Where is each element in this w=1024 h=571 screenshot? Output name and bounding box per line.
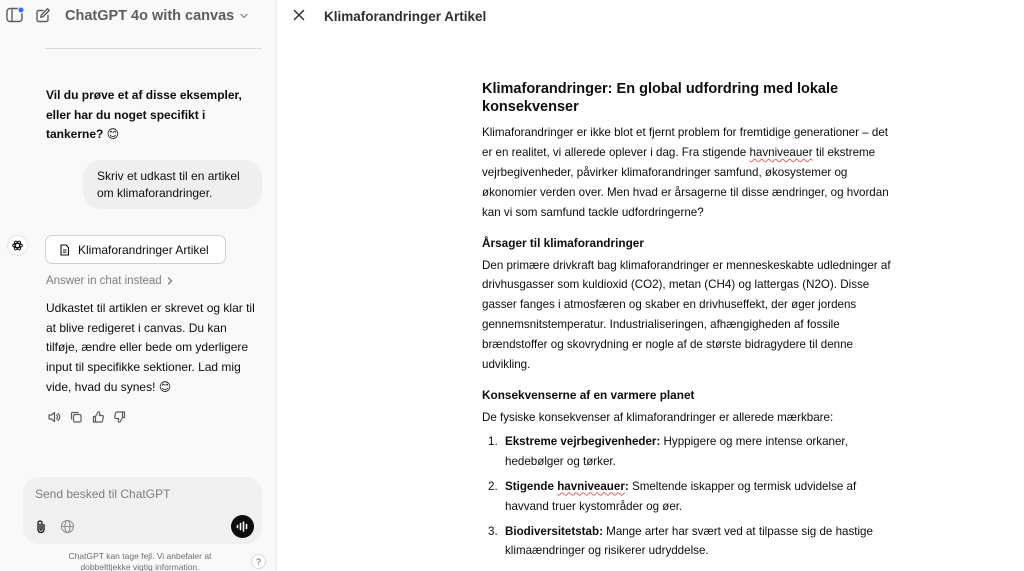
canvas-document-chip[interactable] xyxy=(45,235,226,264)
chatgpt-logo-icon xyxy=(7,235,28,256)
globe-icon[interactable] xyxy=(59,518,75,534)
section-heading-consequences: Konsekvenserne af en varmere planet xyxy=(482,387,695,402)
help-button[interactable]: ? xyxy=(251,554,266,569)
section-paragraph-consequences: De fysiske konsekvenser af klimaforandringer er allerede mærkbare: xyxy=(482,410,834,424)
section-heading-causes: Årsager til klimaforandringer xyxy=(482,235,644,250)
document-icon xyxy=(59,244,70,256)
model-title-text: ChatGPT 4o with canvas xyxy=(65,8,235,24)
consequences-list xyxy=(482,432,900,561)
message-input[interactable] xyxy=(35,487,235,501)
answer-in-chat-link[interactable] xyxy=(46,275,174,287)
thumbs-down-icon[interactable] xyxy=(112,409,127,424)
disclaimer-text: ChatGPT kan tage fejl. Vi anbefaler at dobbelttjekke vigtig information. xyxy=(68,551,212,571)
copy-icon[interactable] xyxy=(68,409,83,424)
doc-chip-label: Klimaforandringer Artikel xyxy=(78,242,209,257)
list-item: 1. Ekstreme vejrbegivenheder: Hyppigere og mere intense orkaner, hedebølger og tørker. xyxy=(488,434,848,468)
chat-sidebar xyxy=(0,0,277,571)
assistant-message: Udkastet til artiklen er skrevet og klar til at blive redigeret i canvas. Du kan tilføje, ændre eller bede om yderligere input til specifikke sektioner. Lad mig vide, hvad du synes! 😊 xyxy=(46,301,255,394)
divider xyxy=(45,48,262,49)
attach-icon[interactable] xyxy=(34,518,48,534)
canvas-document[interactable] xyxy=(482,81,900,566)
list-item: 3. Biodiversitetstab: Mange arter har svært ved at tilpasse sig de hastige klimaændringer og risikerer udryddelse. xyxy=(488,524,873,558)
message-actions xyxy=(46,409,127,424)
chevron-right-icon xyxy=(166,276,174,286)
close-icon[interactable] xyxy=(291,7,307,23)
answer-in-chat-label: Answer in chat instead xyxy=(46,275,162,287)
spellcheck-word: havniveauer xyxy=(749,145,813,159)
assistant-question: Vil du prøve et af disse eksempler, eller har du noget specifikt i tankerne? 😊 xyxy=(46,88,242,141)
message-composer xyxy=(23,477,262,544)
audio-waveform-icon xyxy=(236,521,249,532)
sidebar-toggle-icon[interactable] xyxy=(5,6,25,24)
new-chat-icon[interactable] xyxy=(34,6,52,24)
spellcheck-word: havniveauer xyxy=(557,479,625,493)
document-title: Klimaforandringer: En global udfordring med lokale konsekvenser xyxy=(482,81,839,115)
canvas-panel xyxy=(277,0,1024,571)
model-selector[interactable] xyxy=(65,7,249,25)
voice-mode-button[interactable] xyxy=(231,515,254,538)
user-message: Skriv et udkast til en artikel om klimaforandringer. xyxy=(83,160,262,209)
intro-paragraph: Klimaforandringer er ikke blot et fjernt problem for fremtidige generationer – det er en realitet, vi allerede oplever i dag. Fra stigende havniveauer til ekstreme vejrbegivenheder, påvirker klimaforandringer samfund, økosystemer og økonomier verden over. Men hvad er årsagerne til disse ændringer, og hvordan kan vi som samfund tackle udfordringerne? xyxy=(482,126,889,219)
list-item: 2. Stigende havniveauer: Smeltende iskapper og termisk udvidelse af havvand truer kystområder og øer. xyxy=(488,479,857,513)
thumbs-up-icon[interactable] xyxy=(90,409,105,424)
read-aloud-icon[interactable] xyxy=(46,409,61,424)
section-paragraph-causes: Den primære drivkraft bag klimaforandringer er menneskeskabte udledninger af drivhusgasser som kuldioxid (CO2), metan (CH4) og lattergas (N2O). Disse gasser fanges i atmosfæren og skaber en drivhuseffekt, der øger jordens gennemsnitstemperatur. Industrialiseringen, afhængigheden af fossile brændstoffer og skovrydning er nogle af de største bidragydere til denne udvikling. xyxy=(482,258,891,372)
canvas-title: Klimaforandringer Artikel xyxy=(324,8,487,24)
chevron-down-icon xyxy=(239,11,249,21)
